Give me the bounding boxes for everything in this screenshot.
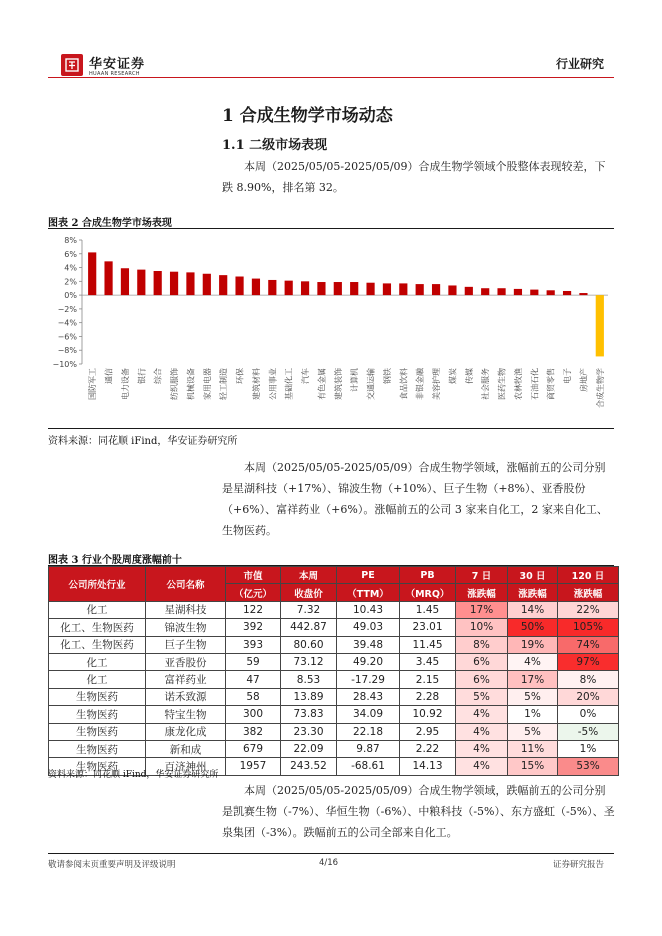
x-tick-label: 农林牧渔 — [513, 368, 523, 400]
x-tick-label: 汽车 — [301, 368, 311, 384]
x-tick-label: 合成生物学 — [595, 368, 605, 408]
x-tick-label: 传媒 — [464, 368, 474, 384]
cell-close-price: 7.32 — [281, 601, 337, 618]
chart-bar — [268, 280, 276, 295]
x-tick-label: 有色金属 — [317, 368, 327, 400]
chart-bar — [514, 289, 522, 295]
cell-change-7d: 4% — [456, 758, 508, 775]
x-tick-label: 交通运输 — [366, 368, 376, 400]
cell-change-7d: 10% — [456, 619, 508, 636]
chart-bar — [448, 285, 456, 295]
cell-pb: 1.45 — [400, 601, 456, 618]
chart-bar — [334, 282, 342, 295]
market-performance-chart — [48, 230, 614, 426]
cell-pb: 2.22 — [400, 740, 456, 757]
chart-bar — [481, 288, 489, 295]
chart-bar — [252, 279, 260, 296]
table-row — [49, 671, 619, 688]
chart-bar — [219, 275, 227, 295]
table-row — [49, 653, 619, 670]
brand-logo-icon — [65, 58, 79, 72]
chart-bar — [366, 283, 374, 295]
y-tick-label: 0% — [64, 291, 77, 301]
footer-rule — [48, 853, 614, 854]
figure-2-bottom-rule — [48, 428, 614, 429]
cell-pb: 3.45 — [400, 653, 456, 670]
report-category: 行业研究 — [555, 57, 604, 71]
table-row — [49, 706, 619, 723]
chart-bar — [186, 272, 194, 295]
chart-bar — [563, 291, 571, 295]
x-tick-label: 环保 — [235, 368, 245, 384]
figure-2-top-rule — [48, 228, 614, 229]
y-tick-label: −10% — [52, 360, 77, 369]
figure-2-title: 图表 2 合成生物学市场表现 — [48, 218, 172, 229]
y-tick-label: 4% — [64, 263, 77, 273]
cell-company-name: 特宝生物 — [146, 706, 226, 723]
chart-bar — [121, 268, 129, 295]
cell-change-120d: 1% — [558, 740, 619, 757]
brand-name: 华安证券 — [89, 57, 146, 72]
cell-change-30d: 4% — [508, 653, 558, 670]
y-tick-label: 6% — [64, 249, 77, 259]
cell-company-name: 锦波生物 — [146, 619, 226, 636]
cell-close-price: 80.60 — [281, 636, 337, 653]
x-tick-label: 轻工制造 — [219, 368, 229, 400]
cell-change-30d: 11% — [508, 740, 558, 757]
cell-change-7d: 6% — [456, 653, 508, 670]
col-7d-unit: 涨跌幅 — [456, 584, 508, 601]
col-pb-header: PB — [400, 567, 456, 584]
y-tick-label: 8% — [64, 236, 77, 245]
header-rule — [48, 77, 614, 78]
chart-bar — [399, 283, 407, 295]
chart-bar — [497, 288, 505, 295]
cell-pb: 11.45 — [400, 636, 456, 653]
cell-pb: 10.92 — [400, 706, 456, 723]
x-tick-label: 计算机 — [350, 368, 360, 392]
table-row — [49, 636, 619, 653]
cell-industry: 化工、生物医药 — [49, 619, 146, 636]
cell-pe: 22.18 — [337, 723, 400, 740]
cell-change-30d: 19% — [508, 636, 558, 653]
x-tick-label: 食品饮料 — [399, 368, 409, 400]
cell-industry: 化工 — [49, 601, 146, 618]
chart-bar — [596, 295, 604, 356]
cell-change-7d: 4% — [456, 706, 508, 723]
cell-change-120d: 105% — [558, 619, 619, 636]
cell-pb: 2.15 — [400, 671, 456, 688]
col-cap-unit: （亿元） — [226, 584, 281, 601]
col-7d-header: 7 日 — [456, 567, 508, 584]
y-tick-label: −4% — [57, 318, 77, 328]
y-tick-label: −8% — [57, 346, 77, 356]
x-tick-label: 基础化工 — [284, 368, 294, 400]
cell-close-price: 23.30 — [281, 723, 337, 740]
cell-market-cap: 1957 — [226, 758, 281, 775]
cell-company-name: 诺禾致源 — [146, 688, 226, 705]
chart-y-axis — [53, 236, 608, 369]
chart-bar — [579, 293, 587, 295]
col-cap-header: 市值 — [226, 567, 281, 584]
x-tick-label: 综合 — [153, 368, 163, 384]
x-tick-label: 电子 — [563, 368, 573, 384]
table-row — [49, 740, 619, 757]
footer-report-type: 证券研究报告 — [552, 860, 604, 870]
cell-market-cap: 59 — [226, 653, 281, 670]
col-pe-unit: （TTM） — [337, 584, 400, 601]
cell-change-7d: 4% — [456, 723, 508, 740]
cell-change-120d: 20% — [558, 688, 619, 705]
cell-pe: 39.48 — [337, 636, 400, 653]
chart-bar — [432, 284, 440, 295]
table-row — [49, 723, 619, 740]
cell-company-name: 亚香股份 — [146, 653, 226, 670]
cell-market-cap: 58 — [226, 688, 281, 705]
table-row — [49, 619, 619, 636]
chart-bars — [88, 252, 604, 356]
cell-pe: 10.43 — [337, 601, 400, 618]
x-tick-label: 银行 — [137, 368, 147, 384]
cell-market-cap: 679 — [226, 740, 281, 757]
chart-x-labels — [88, 367, 605, 408]
cell-close-price: 243.52 — [281, 758, 337, 775]
cell-pe: -68.61 — [337, 758, 400, 775]
col-30d-unit: 涨跌幅 — [508, 584, 558, 601]
cell-change-30d: 5% — [508, 688, 558, 705]
figure-2-source: 资料来源：同花顺 iFind，华安证券研究所 — [48, 436, 238, 447]
cell-market-cap: 300 — [226, 706, 281, 723]
cell-close-price: 8.53 — [281, 671, 337, 688]
chart-bar — [154, 271, 162, 295]
x-tick-label: 国防军工 — [88, 368, 98, 400]
x-tick-label: 非银金融 — [415, 368, 425, 400]
cell-change-120d: 53% — [558, 758, 619, 775]
cell-industry: 生物医药 — [49, 688, 146, 705]
cell-close-price: 442.87 — [281, 619, 337, 636]
x-tick-label: 通信 — [104, 368, 114, 384]
cell-industry: 生物医药 — [49, 723, 146, 740]
cell-change-120d: 22% — [558, 601, 619, 618]
brand-logo — [61, 54, 83, 76]
cell-company-name: 新和成 — [146, 740, 226, 757]
chart-bar — [88, 252, 96, 295]
cell-change-7d: 17% — [456, 601, 508, 618]
cell-close-price: 22.09 — [281, 740, 337, 757]
cell-change-120d: 8% — [558, 671, 619, 688]
chart-bar — [235, 277, 243, 296]
top-gainers-table — [48, 566, 619, 776]
brand-name-en: HUAAN RESEARCH — [89, 71, 140, 77]
cell-change-120d: 0% — [558, 706, 619, 723]
chart-bar — [301, 281, 309, 295]
col-pb-unit: （MRQ） — [400, 584, 456, 601]
y-tick-label: −6% — [57, 332, 77, 342]
cell-company-name: 星湖科技 — [146, 601, 226, 618]
cell-close-price: 73.83 — [281, 706, 337, 723]
x-tick-label: 社会服务 — [481, 368, 491, 400]
cell-change-30d: 14% — [508, 601, 558, 618]
cell-change-30d: 1% — [508, 706, 558, 723]
chart-bar — [137, 270, 145, 295]
cell-pb: 23.01 — [400, 619, 456, 636]
x-tick-label: 石油石化 — [530, 368, 540, 400]
x-tick-label: 机械设备 — [186, 368, 196, 400]
section-heading: 1 合成生物学市场动态 — [222, 106, 393, 126]
col-30d-header: 30 日 — [508, 567, 558, 584]
cell-change-7d: 4% — [456, 740, 508, 757]
table-header-row-1 — [49, 567, 619, 584]
cell-pe: 49.03 — [337, 619, 400, 636]
chart-bar — [530, 290, 538, 296]
cell-close-price: 13.89 — [281, 688, 337, 705]
cell-close-price: 73.12 — [281, 653, 337, 670]
footer-disclaimer: 敬请参阅末页重要声明及评级说明 — [48, 860, 176, 870]
cell-pe: 28.43 — [337, 688, 400, 705]
table-3-title: 图表 3 行业个股周度涨幅前十 — [48, 555, 182, 566]
x-tick-label: 建筑装饰 — [333, 368, 343, 400]
col-close-header: 本周 — [281, 567, 337, 584]
y-tick-label: 2% — [64, 277, 77, 287]
y-tick-label: −2% — [57, 304, 77, 314]
cell-company-name: 富祥药业 — [146, 671, 226, 688]
cell-pe: 49.20 — [337, 653, 400, 670]
cell-industry: 化工 — [49, 671, 146, 688]
chart-bar — [104, 261, 112, 295]
x-tick-label: 公用事业 — [268, 368, 278, 400]
cell-pe: 9.87 — [337, 740, 400, 757]
col-close-unit: 收盘价 — [281, 584, 337, 601]
col-120d-header: 120 日 — [558, 567, 619, 584]
x-tick-label: 家用电器 — [202, 368, 212, 400]
cell-change-7d: 6% — [456, 671, 508, 688]
cell-change-30d: 50% — [508, 619, 558, 636]
cell-industry: 生物医药 — [49, 740, 146, 757]
cell-company-name: 百济神州 — [146, 758, 226, 775]
cell-market-cap: 382 — [226, 723, 281, 740]
cell-change-120d: 74% — [558, 636, 619, 653]
paragraph-top-losers: 本周（2025/05/05-2025/05/09）合成生物学领域，跌幅前五的公司分别是凯赛生物（-7%）、华恒生物（-6%）、中粮科技（-5%）、东方盛虹（-5%）、圣泉集团（-3%）。跌幅前五的公司全部来自化工。 — [222, 784, 615, 839]
cell-industry: 生物医药 — [49, 706, 146, 723]
paragraph-market-summary: 本周（2025/05/05-2025/05/09）合成生物学领域个股整体表现较差，下跌 8.90%，排名第 32。 — [222, 160, 606, 194]
chart-bar — [170, 272, 178, 295]
x-tick-label: 电力设备 — [120, 368, 130, 400]
cell-change-7d: 8% — [456, 636, 508, 653]
table-3-source: 资料来源：同花顺 iFind，华安证券研究所 — [48, 770, 219, 780]
page-number: 4/16 — [319, 858, 339, 868]
col-name-header: 公司名称 — [146, 567, 226, 602]
paragraph-top-gainers: 本周（2025/05/05-2025/05/09）合成生物学领域，涨幅前五的公司分别是星湖科技（+17%）、锦波生物（+10%）、巨子生物（+8%）、亚香股份（+6%）、富祥药业（+6%）。涨幅前五的公司 3 家来自化工，2 家来自化工、生物医药。 — [222, 461, 608, 537]
cell-change-120d: 97% — [558, 653, 619, 670]
x-tick-label: 纺织服饰 — [170, 368, 180, 400]
x-tick-label: 建筑材料 — [251, 368, 261, 400]
cell-pe: -17.29 — [337, 671, 400, 688]
col-industry-header: 公司所处行业 — [49, 567, 146, 602]
cell-change-7d: 5% — [456, 688, 508, 705]
x-tick-label: 煤炭 — [448, 368, 458, 384]
chart-bar — [285, 281, 293, 295]
chart-bar — [416, 284, 424, 295]
cell-market-cap: 122 — [226, 601, 281, 618]
cell-pb: 14.13 — [400, 758, 456, 775]
x-tick-label: 商贸零售 — [546, 368, 556, 400]
table-body — [49, 601, 619, 775]
table-row — [49, 688, 619, 705]
x-tick-label: 美容护理 — [432, 368, 442, 400]
col-120d-unit: 涨跌幅 — [558, 584, 619, 601]
cell-change-30d: 15% — [508, 758, 558, 775]
x-tick-label: 房地产 — [579, 368, 589, 392]
cell-industry: 化工、生物医药 — [49, 636, 146, 653]
cell-change-30d: 5% — [508, 723, 558, 740]
chart-bar — [465, 287, 473, 295]
cell-market-cap: 392 — [226, 619, 281, 636]
chart-bar — [383, 283, 391, 295]
cell-industry: 化工 — [49, 653, 146, 670]
table-row — [49, 601, 619, 618]
cell-pe: 34.09 — [337, 706, 400, 723]
cell-change-30d: 17% — [508, 671, 558, 688]
chart-bar — [350, 282, 358, 295]
cell-pb: 2.95 — [400, 723, 456, 740]
chart-bar — [547, 290, 555, 295]
chart-bar — [203, 274, 211, 295]
cell-market-cap: 393 — [226, 636, 281, 653]
x-tick-label: 钢铁 — [382, 368, 392, 384]
cell-market-cap: 47 — [226, 671, 281, 688]
col-pe-header: PE — [337, 567, 400, 584]
cell-company-name: 康龙化成 — [146, 723, 226, 740]
cell-industry: 生物医药 — [49, 758, 146, 775]
cell-change-120d: -5% — [558, 723, 619, 740]
cell-company-name: 巨子生物 — [146, 636, 226, 653]
subsection-heading: 1.1 二级市场表现 — [222, 138, 328, 153]
x-tick-label: 医药生物 — [497, 368, 507, 400]
cell-pb: 2.28 — [400, 688, 456, 705]
chart-bar — [317, 282, 325, 295]
